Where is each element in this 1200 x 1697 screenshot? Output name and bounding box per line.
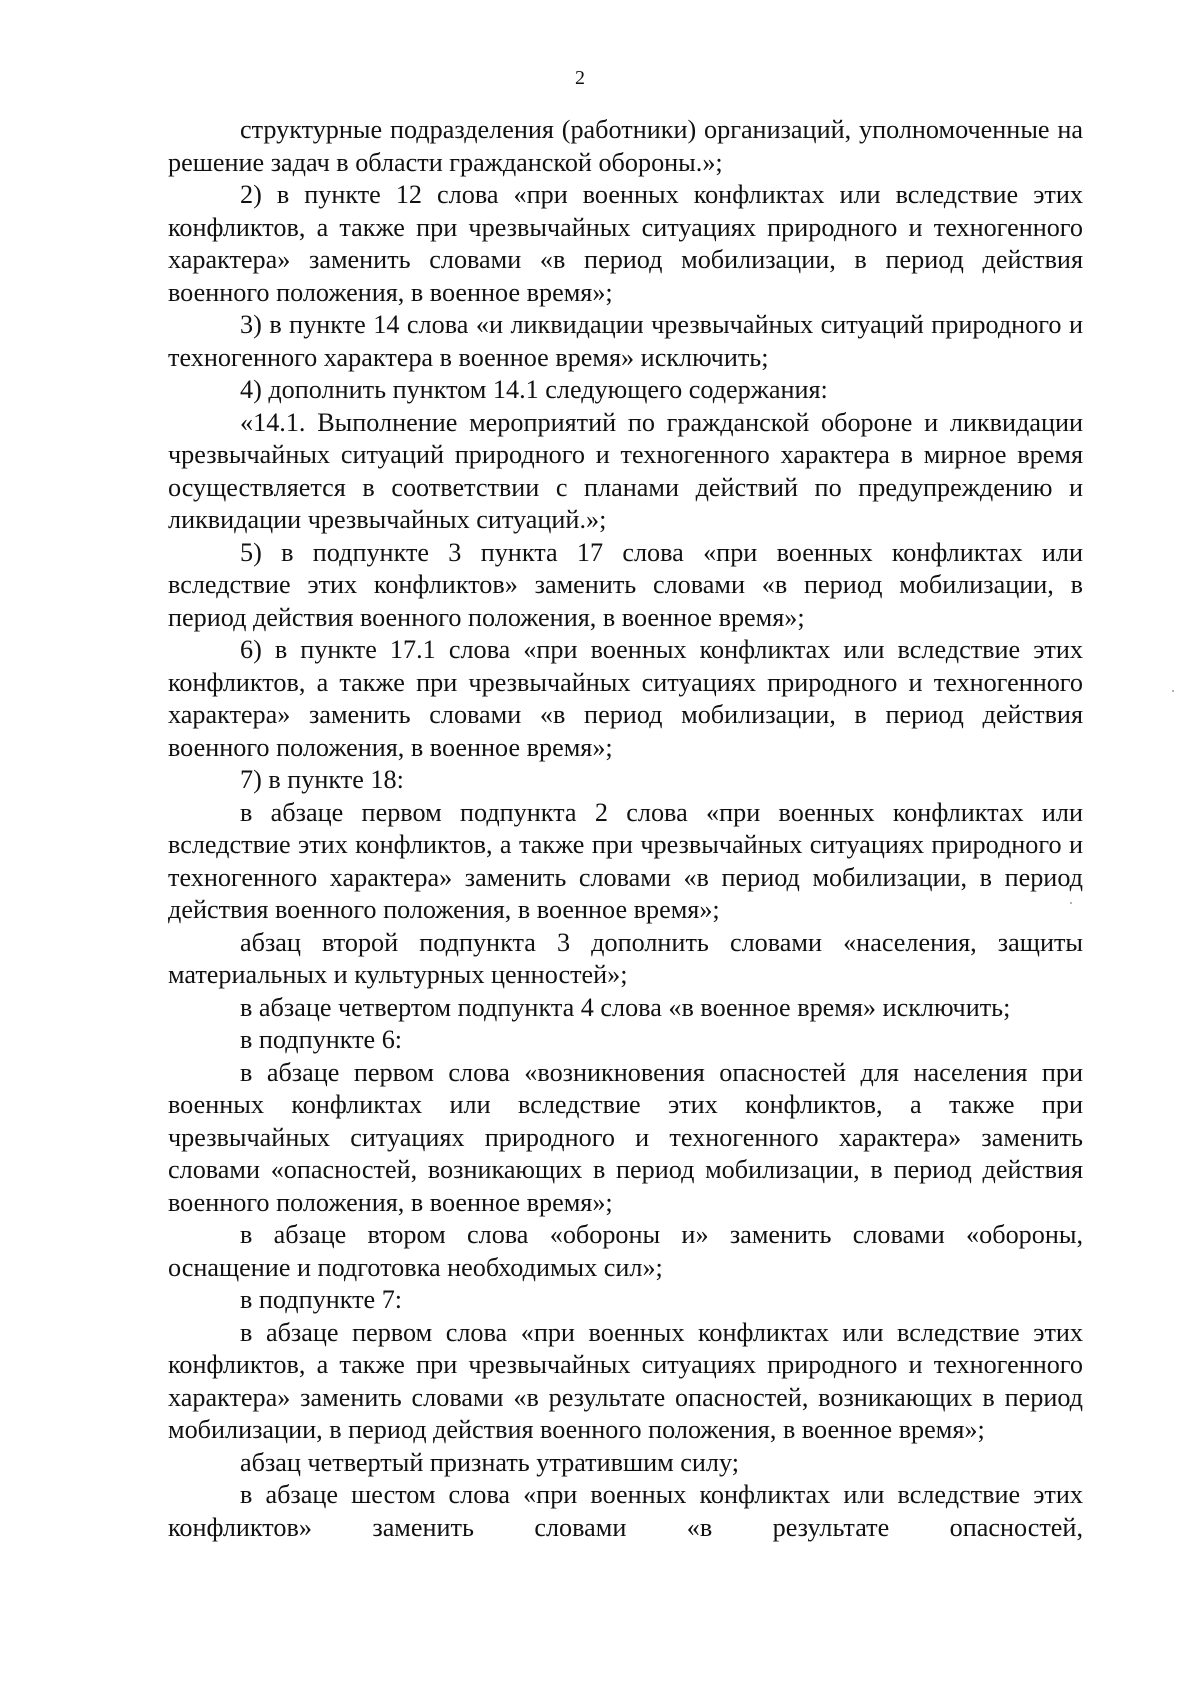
paragraph-13: в абзаце первом слова «возникновения опасностей для населения при военных конфликтах или вследствие этих конфликтов, а также при чрезвычайных ситуациях природного и техногенного характера» заменить словами «опасностей, возникающих в период мобилизации, в период действия военного положения, в военное время»;	[168, 1057, 1083, 1217]
scan-speck	[1172, 690, 1174, 692]
paragraph-12: в подпункте 6:	[240, 1025, 403, 1054]
paragraph-10: абзац второй подпункта 3 дополнить словами «населения, защиты материальных и культурных ценностей»;	[168, 927, 1083, 989]
page-number: 2	[575, 67, 585, 89]
paragraph-8: 7) в пункте 18:	[240, 765, 404, 794]
paragraph-7: 6) в пункте 17.1 слова «при военных конфликтах или вследствие этих конфликтов, а также при чрезвычайных ситуациях природного и техногенного характера» заменить словами «в период мобилизации, в период действия военного положения, в военное время»;	[168, 635, 1083, 762]
paragraph-1: структурные подразделения (работники) организаций, уполномоченные на решение задач в области гражданской обороны.»;	[168, 115, 1083, 177]
paragraph-3: 3) в пункте 14 слова «и ликвидации чрезвычайных ситуаций природного и техногенного характера в военное время» исключить;	[168, 310, 1083, 372]
scan-speck	[1070, 902, 1072, 904]
paragraph-4: 4) дополнить пунктом 14.1 следующего содержания:	[240, 375, 828, 404]
paragraph-15: в подпункте 7:	[240, 1285, 403, 1314]
paragraph-6: 5) в подпункте 3 пункта 17 слова «при военных конфликтах или вследствие этих конфликтов» заменить словами «в период мобилизации, в период действия военного положения, в военное время»;	[168, 537, 1083, 632]
paragraph-16: в абзаце первом слова «при военных конфликтах или вследствие этих конфликтов, а также при чрезвычайных ситуациях природного и техногенного характера» заменить словами «в результате опасностей, возникающих в период мобилизации, в период действия военного положения, в военное время»;	[168, 1317, 1083, 1444]
paragraph-14: в абзаце втором слова «обороны и» заменить словами «обороны, оснащение и подготовка необходимых сил»;	[168, 1220, 1083, 1282]
paragraph-11: в абзаце четвертом подпункта 4 слова «в военное время» исключить;	[240, 992, 1011, 1022]
paragraph-2: 2) в пункте 12 слова «при военных конфликтах или вследствие этих конфликтов, а также при чрезвычайных ситуациях природного и техногенного характера» заменить словами «в период мобилизации, в период действия военного положения, в военное время»;	[168, 180, 1083, 307]
document-body	[168, 114, 1083, 1544]
paragraph-5: «14.1. Выполнение мероприятий по гражданской обороне и ликвидации чрезвычайных ситуаций природного и техногенного характера в мирное время осуществляется в соответствии с планами действий по предупреждению и ликвидации чрезвычайных ситуаций.»;	[168, 407, 1083, 534]
paragraph-18: в абзаце шестом слова «при военных конфликтах или вследствие этих конфликтов» заменить словами «в результате опасностей,	[168, 1480, 1083, 1542]
paragraph-17: абзац четвертый признать утратившим силу;	[240, 1447, 740, 1477]
paragraph-9: в абзаце первом подпункта 2 слова «при военных конфликтах или вследствие этих конфликтов, а также при чрезвычайных ситуациях природного и техногенного характера» заменить словами «в период мобилизации, в период действия военного положения, в военное время»;	[168, 797, 1083, 924]
